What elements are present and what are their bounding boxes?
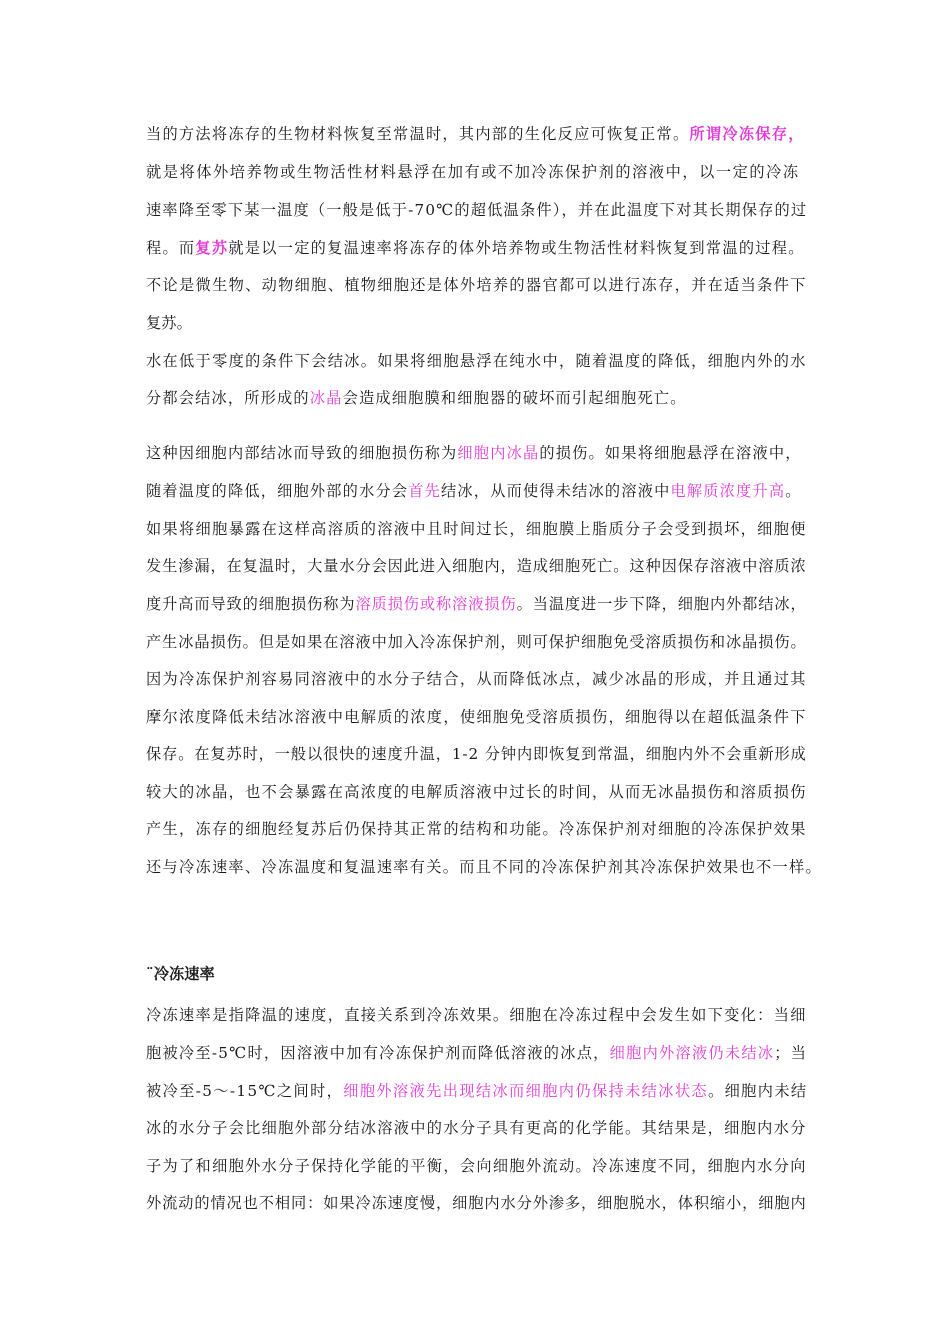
text-line: [146, 1005, 807, 1025]
text-segment: 摩尔浓度降低未结冰溶液中电解质的浓度，使细胞免受溶质损伤，细胞得以在超低温条件下: [146, 708, 807, 726]
text-line: [146, 351, 807, 371]
text-line: [146, 819, 807, 839]
text-line: [146, 275, 807, 295]
text-line: [146, 388, 687, 408]
text-line: [146, 594, 807, 614]
text-segment: 。: [785, 482, 802, 500]
text-segment: 分都会结冰，所形成的: [146, 389, 310, 407]
heading-text: ¨冷冻速率: [146, 965, 215, 983]
text-line: [146, 162, 800, 182]
text-line: [146, 1156, 807, 1176]
text-line: [146, 556, 807, 576]
text-segment: 外流动的情况也不相同：如果冷冻速度慢，细胞内水分外渗多，细胞脱水，体积缩小，细胞内: [146, 1194, 807, 1212]
text-segment: 当的方法将冻存的生物材料恢复至常温时，其内部的生化反应可恢复正常。: [146, 125, 690, 143]
text-line: [146, 200, 807, 220]
text-segment: 被冷至-5～-15℃之间时，: [146, 1082, 344, 1100]
text-line: [146, 238, 805, 258]
text-line: [146, 313, 192, 333]
text-segment: 发生渗漏，在复温时，大量水分会因此进入细胞内，造成细胞死亡。这种因保存溶液中溶质浓: [146, 557, 807, 575]
text-line: [146, 1193, 807, 1213]
text-segment: 还与冷冻速率、冷冻温度和复温速率有关。而且不同的冷冻保护剂其冷冻保护效果也不一样。: [146, 858, 822, 876]
text-segment: 水在低于零度的条件下会结冰。如果将细胞悬浮在纯水中，随着温度的降低，细胞内外的水: [146, 352, 807, 370]
text-segment: 。当温度进一步下降，细胞内外都结冰，: [516, 595, 807, 613]
text-segment: 产生冰晶损伤。但是如果在溶液中加入冷冻保护剂，则可保护细胞免受溶质损伤和冰晶损伤。: [146, 633, 807, 651]
text-line: [146, 782, 807, 802]
text-segment: 较大的冰晶，也不会暴露在高浓度的电解质溶液中过长的时间，从而无冰晶损伤和溶质损伤: [146, 783, 807, 801]
highlighted-term: 复苏: [195, 239, 229, 257]
text-segment: 冰的水分子会比细胞外部分结冰溶液中的水分子具有更高的化学能。其结果是，细胞内水分: [146, 1119, 807, 1137]
highlighted-term: 首先: [408, 482, 442, 500]
text-segment: 结冰，从而使得未结冰的溶液中: [441, 482, 671, 500]
text-line: [146, 707, 807, 727]
text-segment: 度升高而导致的细胞损伤称为: [146, 595, 356, 613]
text-line: [146, 1081, 808, 1101]
text-segment: 因为冷冻保护剂容易同溶液中的水分子结合，从而降低冰点，减少冰晶的形成，并且通过其: [146, 670, 807, 688]
text-line: [146, 124, 805, 144]
text-segment: 随着温度的降低，细胞外部的水分会: [146, 482, 409, 500]
text-segment: 子为了和细胞外水分子保持化学能的平衡，会向细胞外流动。冷冻速度不同，细胞内水分向: [146, 1157, 807, 1175]
text-segment: 程。而: [146, 239, 196, 257]
text-segment: 就是将体外培养物或生物活性材料悬浮在加有或不加冷冻保护剂的溶液中，以一定的冷冻: [146, 163, 800, 181]
text-line: [146, 1118, 807, 1138]
text-segment: 就是以一定的复温速率将冻存的体外培养物或生物活性材料恢复到常温的过程。: [228, 239, 805, 257]
text-segment: 胞被冷至-5℃时，因溶液中加有冷冻保护剂而降低溶液的冰点，: [146, 1044, 610, 1062]
text-segment: 速率降至零下某一温度（一般是低于-70℃的超低温条件），并在此温度下对其长期保存的过: [146, 201, 808, 219]
highlighted-term: 冰晶: [309, 389, 343, 407]
text-segment: 复苏。: [146, 314, 192, 332]
text-line: [146, 857, 822, 877]
highlighted-term: 细胞内冰晶: [457, 444, 540, 462]
text-segment: ；当: [774, 1044, 808, 1062]
highlighted-term: 电解质浓度升高: [670, 482, 786, 500]
highlighted-term: 溶质损伤或称溶液损伤: [355, 595, 517, 613]
highlighted-term: 细胞外溶液先出现结冰而细胞内仍保持未结冰状态: [343, 1082, 709, 1100]
section-heading: [146, 964, 215, 984]
text-line: [146, 632, 807, 652]
text-segment: 保存。在复苏时，一般以很快的速度升温，1-2 分钟内即恢复到常温，细胞内外不会重新形成: [146, 745, 807, 763]
text-line: [146, 481, 802, 501]
text-segment: 如果将细胞暴露在这样高溶质的溶液中且时间过长，细胞膜上脂质分子会受到损坏，细胞便: [146, 520, 807, 538]
text-segment: 冷冻速率是指降温的速度，直接关系到冷冻效果。细胞在冷冻过程中会发生如下变化：当细: [146, 1006, 807, 1024]
text-segment: 的损伤。如果将细胞悬浮在溶液中，: [539, 444, 802, 462]
text-segment: 产生，冻存的细胞经复苏后仍保持其正常的结构和功能。冷冻保护剂对细胞的冷冻保护效果: [146, 820, 807, 838]
text-line: [146, 1043, 807, 1063]
text-segment: 这种因细胞内部结冰而导致的细胞损伤称为: [146, 444, 458, 462]
highlighted-term: 细胞内外溶液仍未结冰: [609, 1044, 775, 1062]
text-line: [146, 744, 807, 764]
text-segment: 。细胞内未结: [708, 1082, 808, 1100]
text-line: [146, 519, 807, 539]
text-line: [146, 669, 807, 689]
text-segment: 不论是微生物、动物细胞、植物细胞还是体外培养的器官都可以进行冻存，并在适当条件下: [146, 276, 807, 294]
text-segment: 会造成细胞膜和细胞器的破坏而引起细胞死亡。: [342, 389, 687, 407]
text-line: [146, 443, 802, 463]
highlighted-term: 所谓冷冻保存，: [689, 125, 805, 143]
